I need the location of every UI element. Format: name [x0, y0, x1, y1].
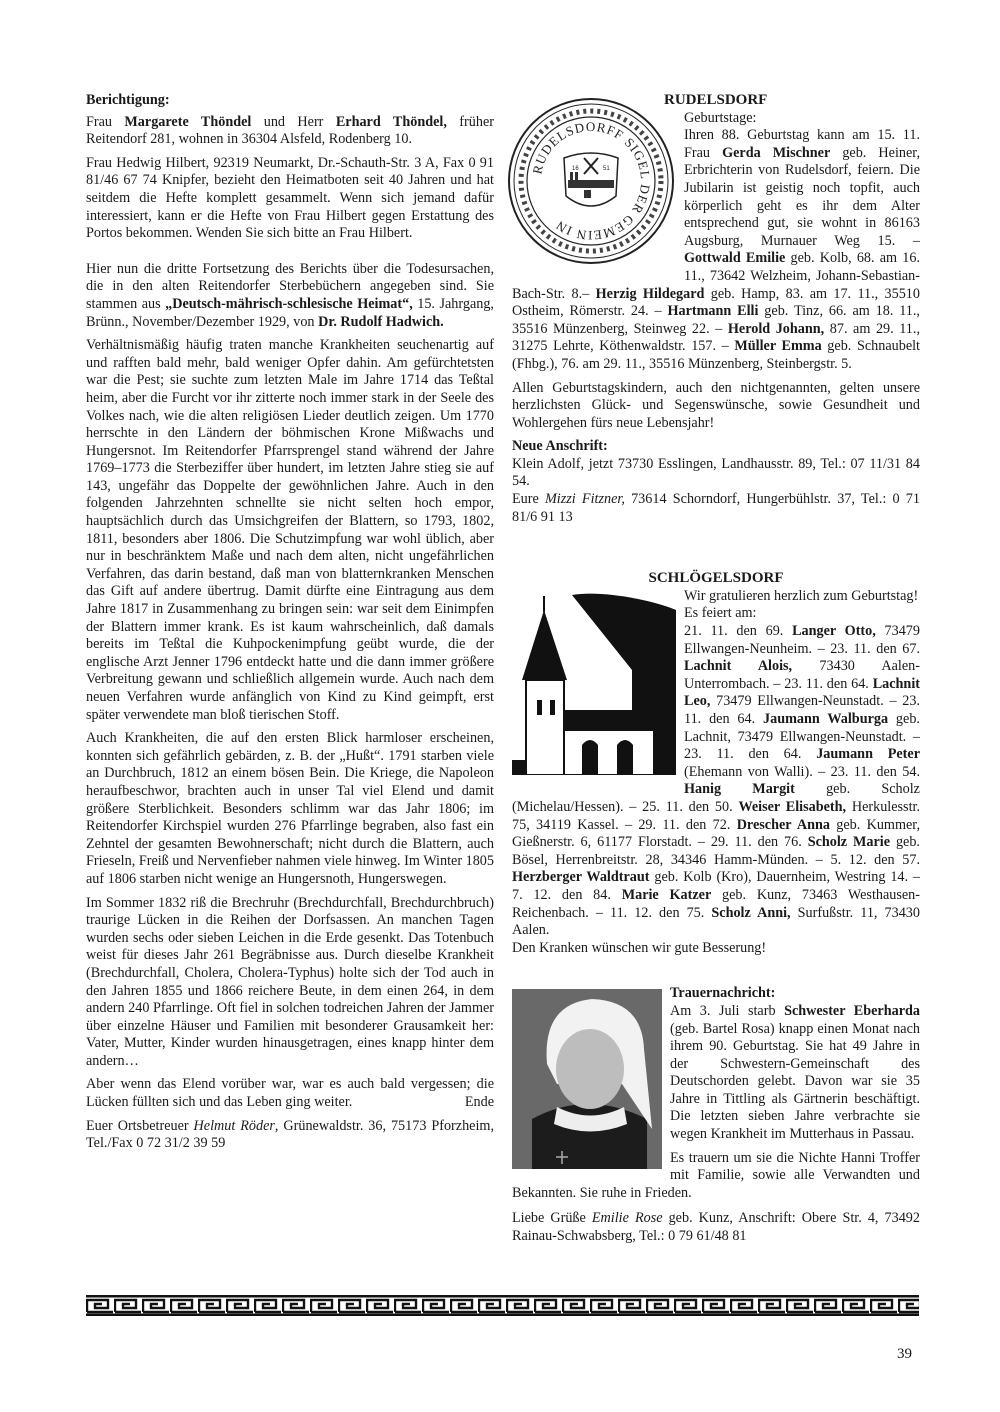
text: geb. Bösel, Herrenbreitstr. 28, 34346 Hamm-Münden. – 5. 12. den 57. — [512, 834, 920, 868]
text: 73430 Aalen-Unterrombach. – 23. 11. den 64. — [684, 658, 920, 692]
portrait-photo-icon — [512, 989, 662, 1169]
person-name: Helmut Röder — [193, 1117, 275, 1134]
person-name: Hanig Margit — [684, 781, 795, 798]
author-name: Dr. Rudolf Hadwich. — [318, 313, 444, 330]
person-name: Lachnit Leo, — [684, 675, 920, 710]
article-paragraph-4 — [86, 1076, 494, 1111]
text: 87. am 29. 11., 31275 Lehrte, Köthenwaldstr. 157. – — [512, 320, 920, 355]
correction-heading: Berichtigung: — [86, 92, 170, 108]
article-paragraph-3: Im Sommer 1832 riß die Brechruhr (Brechdurchfall, Brechdurchbruch) traurige Lücken in die Reihen der Dorfsassen. An manchen Tagen wurden sechs oder sieben Leichen in die Erde gesenkt. Das Totenbuch weist für dieses Jahr 261 Begräbnisse aus. Durch dieselbe Krankheit (Brechdurchfall, Cholera, Cholera-Typhus) holte sich der Tod auch in den Jahren 1855 und 1866 reichere Beute, in dem einen 264, in dem andern 240 Pfarrlinge. Oft fiel in solchen todreichen Jahren der Jammer über einzelne Häuser und Familien mit besonderer Grausamkeit her: Vater, Mutter, Kinder wurden hinausgetragen, eines knapp hinter dem andern… — [86, 894, 494, 1069]
church-illustration — [512, 590, 676, 781]
new-address-2 — [512, 491, 920, 526]
obituary-paragraph-2: Es trauern um sie die Nichte Hanni Troffer mit Familie, sowie alle Verwandten und Bekannten. Sie ruhe in Frieden. — [512, 1149, 920, 1201]
seal-text: RUDELSDORFF SIGEL DER GEMEIN IN — [529, 118, 654, 243]
seal-year-right: 51 — [603, 165, 610, 172]
rudelsdorf-subheading: Geburtstage: — [684, 109, 757, 126]
text: Liebe Grüße — [512, 1210, 592, 1227]
text: Aber wenn das Elend vorüber war, war es auch bald vergessen; die Lücken füllten sich und das Leben ging weiter. — [86, 1076, 494, 1111]
text: geb. Kummer, Gießnerstr. 6, 61177 Florstadt. – 29. 11. den 76. — [512, 816, 920, 851]
person-name: Herzberger Waldtraut — [512, 869, 650, 886]
schloegelsdorf-sick-wishes: Den Kranken wünschen wir gute Besserung! — [512, 939, 767, 956]
new-address-heading: Neue Anschrift: — [512, 438, 608, 455]
page-number: 39 — [897, 1346, 912, 1362]
left-column — [86, 92, 494, 1159]
text: geb. Lachnit, 73479 Ellwangen-Neunstadt. – 23. 11. den 64. — [684, 711, 920, 763]
article-intro — [86, 261, 494, 331]
greek-key-border — [86, 1295, 919, 1316]
text: geb. Kunz, 73463 Westhausen-Reichenbach. – 11. 12. den 75. — [512, 886, 921, 921]
obituary-heading: Trauernachricht: — [670, 985, 776, 1002]
seal-emblem-icon — [506, 96, 676, 266]
person-name: Gottwald Emilie — [684, 250, 786, 267]
text: 73479 Ellwangen-Neunstadt. – 23. 11. den 64. — [684, 693, 920, 727]
text: Surfußstr. 11, 73430 Aalen. — [512, 904, 920, 939]
person-name: Jaumann Peter — [816, 746, 920, 763]
greeting — [512, 1208, 920, 1245]
person-name: Weiser Elisabeth, — [738, 798, 847, 815]
text: geb. Schnaubelt (Fhbg.), 76. am 29. 11., 35516 Münzenberg, Steinbergstr. 5. — [512, 338, 920, 372]
person-name: Schwester Eberharda — [784, 1002, 920, 1019]
text: und Herr — [251, 113, 336, 130]
signoff — [86, 1118, 494, 1153]
text: 21. 11. den 69. — [684, 623, 793, 640]
text: Am 3. Juli starb — [670, 1002, 785, 1019]
person-name: Hartmann Elli — [667, 303, 759, 320]
text: früher Reitendorf 281, wohnen in 36304 Alsfeld, Rodenberg 10. — [86, 113, 494, 148]
person-name: Müller Emma — [734, 338, 822, 355]
text: geb. Tinz, 66. am 18. 11., 35516 Münzenberg, Steinweg 22. – — [512, 303, 920, 337]
rudelsdorf-heading: RUDELSDORF — [664, 92, 768, 108]
obituary-photo — [512, 983, 662, 1175]
schloegelsdorf-heading: SCHLÖGELSDORF — [648, 570, 784, 587]
new-address-1: Klein Adolf, jetzt 73730 Esslingen, Landhausstr. 89, Tel.: 07 11/31 84 54. — [512, 455, 920, 490]
text: (Ehemann von Walli). – 23. 11. den 54. — [684, 763, 920, 780]
person-name: Langer Otto, — [792, 623, 876, 640]
text: Frau — [86, 113, 125, 130]
text: geb. Hamp, 83. am 17. 11., 35510 Ostheim, Römerstr. 24. – — [512, 285, 920, 320]
person-name: Margarete Thöndel — [124, 113, 252, 130]
seal-year-left: 16 — [572, 165, 579, 172]
person-name: Scholz Anni, — [711, 904, 791, 921]
correction-paragraph-1 — [86, 114, 494, 149]
text: 73479 Ellwangen-Neunheim. – 23. 11. den 67. — [684, 623, 920, 657]
person-name: Emilie Rose — [591, 1210, 663, 1227]
text: Eure — [512, 491, 545, 508]
text: geb. Kunz, Anschrift: Obere Str. 4, 73492 Rainau-Schwabsberg, Tel.: 0 79 61/48 81 — [512, 1210, 920, 1245]
right-column — [512, 92, 920, 1252]
person-name: Gerda Mischner — [722, 144, 831, 161]
text: Hier nun die dritte Fortsetzung des Berichts über die Todesursachen, die in den alten Reitendorfer Sterbebüchern angegeben sind. Sie stammen aus — [86, 260, 494, 312]
person-name: Marie Katzer — [621, 886, 712, 903]
person-name: Jaumann Walburga — [763, 711, 889, 727]
text: , Grünewaldstr. 36, 75173 Pforzheim, Tel./Fax 0 72 31/2 39 59 — [86, 1117, 494, 1152]
text: (geb. Bartel Rosa) knapp einen Monat nach ihrem 90. Geburtstag. Sie hat 49 Jahre in der Schwestern-Gemeinschaft des Deutschorden gelebt. Davon war sie 35 Jahre in Tittling als Gärtnerin beschäftigt. Die letzten sieben Jahre verbrachte sie wegen Krankheit im Mutterhaus in Passau. — [670, 1020, 920, 1143]
source-title: „Deutsch-mährisch-schlesische Heimat“, — [165, 295, 413, 312]
person-name: Drescher Anna — [736, 816, 830, 833]
article-paragraph-1: Verhältnismäßig häufig traten manche Krankheiten seuchenartig auf und rafften bald mehr, bald weniger Opfer dahin. Am gefürchtetsten war die Pest; sie suchte zum letzten Male im Jahre 1714 das Teßtal heim, aber die Furcht vor ihr zitterte noch immer stark in der Seele des Volkes nach, wie die alten religiösen Lieder deutlich zeigen. Um 1770 herrschte in den Ländern der böhmischen Krone Mißwachs und Hungersnot. Im Reitendorfer Pfarrsprengel stand während der Jahre 1769–1773 die Sterbeziffer über hundert, im letzten Jahre stieg sie auf 143, ungefähr das Doppelte der gewöhnlichen Jahre. Auch in den folgenden Jahrzehnten schnellte sie nicht selten hoch empor, hauptsächlich durch das Umsichgreifen der Blattern, so 1793, 1802, 1811, besonders aber 1806. Die Schutzimpfung war wohl üblich, aber nur in beschränktem Maße und nach dem alten, nicht ungefährlichen Verfahren, das darin bestand, daß man von blatternkranken Menschen das Gift auf andere übertrug. Damit dürfte eine Eintragung aus dem Jahre 1817 in Zusammenhang zu bringen sein: war seit dem Einimpfen der Blattern immer krank. Es ist kaum wahrscheinlich, daß damals bereits im Teßtal die Kuhpockenimpfung geübt wurde, die der englische Arzt Jenner 1796 entdeckt hatte und die dann immer größere Verbreitung gewann und schließlich allgemein wurde. Auch nach dem neuen Verfahren wurde anfänglich von Kind zu Kind geimpft, erst später verwendete man bloß tierischen Stoff. — [86, 337, 494, 723]
person-name: Herzig Hildegard — [595, 285, 705, 302]
person-name: Herold Johann, — [727, 320, 825, 337]
article-paragraph-2: Auch Krankheiten, die auf den ersten Blick harmloser erscheinen, konnten sich gefährlich gebärden, z. B. der „Hußt“. 1791 starben viele an Durchbruch, 1812 an einem bösen Bein. Die Kriege, die Napoleon heraufbeschwor, brachten auch in unser Tal viel Elend und damit größere Sterblichkeit. Besonders schlimm war das Jahr 1806; im Reitendorfer Kirchspiel wurden 276 Pfarrlinge begraben, also fast ein Zehntel der gesamten Bewohnerschaft; nicht durch die Blattern, auch Frieseln, Freiß und Nervenfieber nahmen viele hinweg. Im Winter 1805 auf 1806 starben nicht wenige an Hungersnoth, Hungerswegen. — [86, 730, 494, 887]
text: Ihren 88. Geburtstag kann am 15. 11. Frau — [684, 127, 920, 161]
person-name: Scholz Marie — [807, 834, 891, 851]
person-name: Lachnit Alois, — [684, 658, 793, 675]
text: 73614 Schorndorf, Hungerbühlstr. 37, Tel.: 0 71 81/6 91 13 — [512, 491, 920, 525]
person-name: Erhard Thöndel, — [335, 113, 447, 130]
municipal-seal — [506, 96, 676, 272]
text: Herkulesstr. 75, 34119 Kassel. – 29. 11. den 72. — [512, 798, 921, 833]
schloegelsdorf-subheading: Es feiert am: — [684, 605, 757, 622]
end-marker: Ende — [464, 1094, 494, 1111]
church-icon — [512, 590, 676, 775]
correction-paragraph-2: Frau Hedwig Hilbert, 92319 Neumarkt, Dr.-Schauth-Str. 3 A, Fax 0 91 81/46 67 74 Knipfer, bezieht den Heimatboten seit 40 Jahren und hat seitdem die Hefte komplett gesammelt. Wenn sich jemand dafür interessiert, kann er die Hefte von Frau Hilbert gegen Erstattung des Portos bekommen. Wenden Sie sich bitte an Frau Hilbert. — [86, 154, 494, 242]
schloegelsdorf-intro: Wir gratulieren herzlich zum Geburtstag! — [684, 587, 919, 604]
text: Euer Ortsbetreuer — [86, 1117, 194, 1134]
text: 15. Jahrgang, Brünn., November/Dezember 1929, von — [86, 295, 494, 330]
text: geb. Heiner, Erbrichterin von Rudelsdorf, feiern. Die Jubilarin ist geistig noch topfit, auch körperlich geht es ihr dem Alter entsprechend gut, sie wohnt in 86163 Augsburg, Murnauer Weg 15. – — [684, 144, 920, 249]
text: geb. Scholz (Michelau/Hessen). – 25. 11. den 50. — [512, 781, 920, 815]
text: geb. Kolb, 68. am 16. 11., 73642 Welzheim, Johann-Sebastian-Bach-Str. 8.– — [512, 250, 920, 302]
text: geb. Kolb (Kro), Dauernheim, Westring 14. – 7. 12. den 84. — [512, 869, 920, 903]
rudelsdorf-wishes: Allen Geburtstagskindern, auch den nichtgenannten, gelten unsere herzlichsten Glück- und Segenswünsche, sowie Gesundheit und Wohlergehen fürs neue Lebensjahr! — [512, 379, 920, 431]
person-name: Mizzi Fitzner, — [544, 491, 625, 508]
